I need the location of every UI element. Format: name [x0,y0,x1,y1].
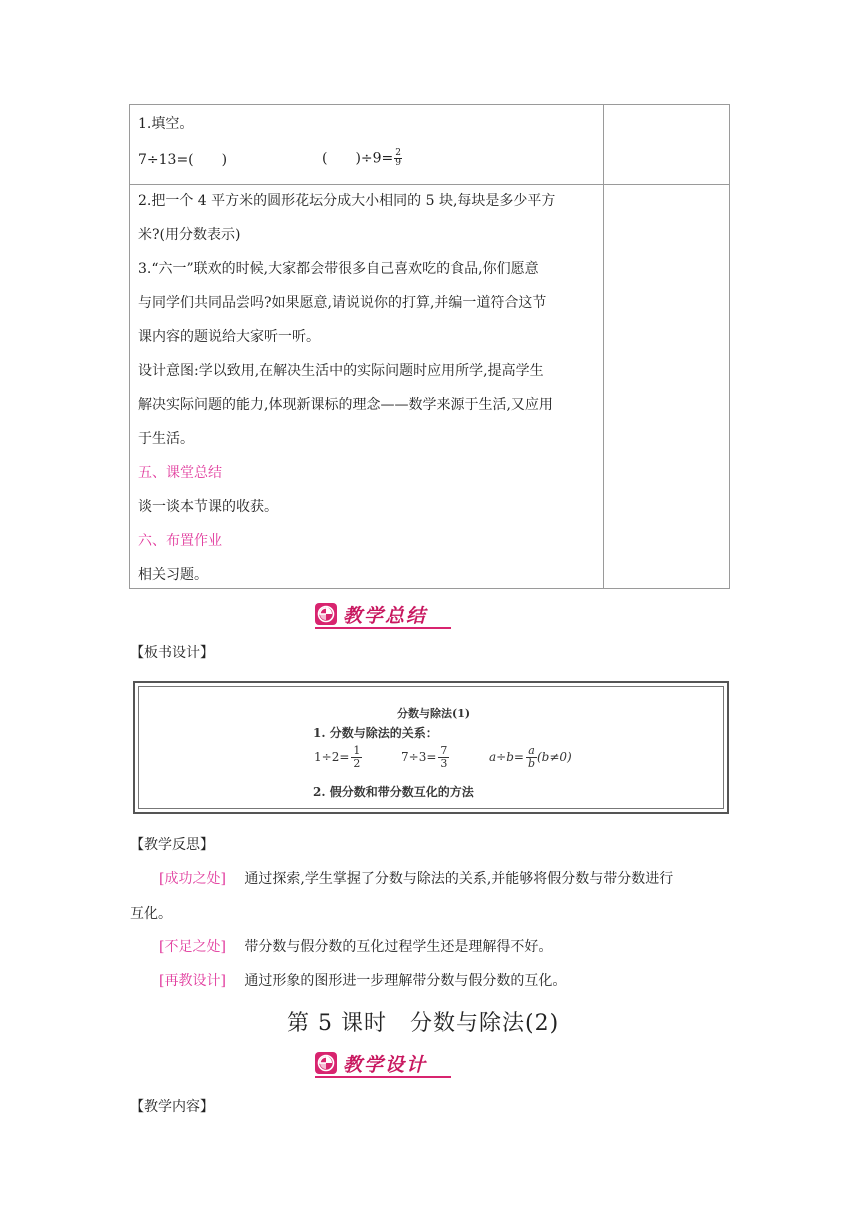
board-design-box [133,681,729,814]
design-banner-title: 教学设计 [343,1054,428,1076]
pinwheel-icon [315,603,337,625]
board-formula-2: 7÷3= $\frac{7}{3}$ [401,744,448,770]
row2-line-1: 2.把一个 4 平方米的圆形花坛分成大小相同的 5 块,每块是多少平方 [138,193,556,209]
table-row-divider [130,184,729,185]
reflection-redesign [159,970,566,990]
board-fraction-2: $\frac{7}{3}$ [440,744,448,770]
exercise-1-label: 1.填空。 [138,116,194,132]
redesign-text: 通过形象的图形进一步理解带分数与假分数的互化。 [244,973,567,989]
board-formula-1: 1÷2= $\frac{1}{2}$ [314,744,361,770]
redesign-tag: [再教设计] [159,973,226,989]
pinwheel-icon [315,1052,337,1074]
fraction-two-ninths: $\frac{2}{9}$ [395,148,402,168]
section-6-heading: 六、布置作业 [138,533,222,549]
board-title: 分数与除法(1) [397,707,471,720]
row2-line-3: 3.“六一”联欢的时候,大家都会带很多自己喜欢吃的食品,你们愿意 [138,261,539,277]
exercise-1-equation-a: 7÷13=( ) [138,152,228,168]
content-label: 【教学内容】 [130,1099,214,1115]
row2-line-7: 解决实际问题的能力,体现新课标的理念——数学来源于生活,又应用 [138,397,553,413]
row2-line-6: 设计意图:学以致用,在解决生活中的实际问题时应用所学,提高学生 [138,363,544,379]
board-design-label: 【板书设计】 [130,645,214,661]
summary-banner-title: 教学总结 [343,605,428,627]
section-5-text: 谈一谈本节课的收获。 [138,499,278,515]
row2-line-2: 米?(用分数表示) [138,227,241,243]
section-5-heading: 五、课堂总结 [138,465,222,481]
lesson-title: 第 5 课时 分数与除法(2) [287,1011,560,1036]
shortfall-text: 带分数与假分数的互化过程学生还是理解得不好。 [244,939,553,955]
reflection-success [159,868,673,888]
board-fraction-3: $\frac{a}{b}$ [527,744,535,770]
board-point-1: 1. 分数与除法的关系： [313,726,438,740]
row2-line-8: 于生活。 [138,431,194,447]
success-tag: [成功之处] [159,871,226,887]
board-fraction-1: $\frac{1}{2}$ [353,744,361,770]
table-column-divider [603,105,604,588]
exercise-1-equation-b: ( )÷9= $\frac{2}{9}$ [322,148,402,168]
success-text: 通过探索,学生掌握了分数与除法的关系,并能够将假分数与带分数进行 [244,871,674,887]
board-formula-3: a÷b= $\frac{a}{b}$ (b≠0) [489,744,572,770]
shortfall-tag: [不足之处] [159,939,226,955]
lesson-table [129,104,730,589]
section-6-text: 相关习题。 [138,567,208,583]
row2-line-4: 与同学们共同品尝吗?如果愿意,请说说你的打算,并编一道符合这节 [138,295,547,311]
summary-banner-underline [315,627,451,629]
design-banner-underline [315,1076,451,1078]
success-text-continued: 互化。 [130,906,172,922]
reflection-label: 【教学反思】 [130,837,214,853]
row2-line-5: 课内容的题说给大家听一听。 [138,329,320,345]
board-inner-frame [138,686,724,809]
board-point-2: 2. 假分数和带分数互化的方法 [313,785,474,799]
reflection-shortfall [159,936,552,956]
